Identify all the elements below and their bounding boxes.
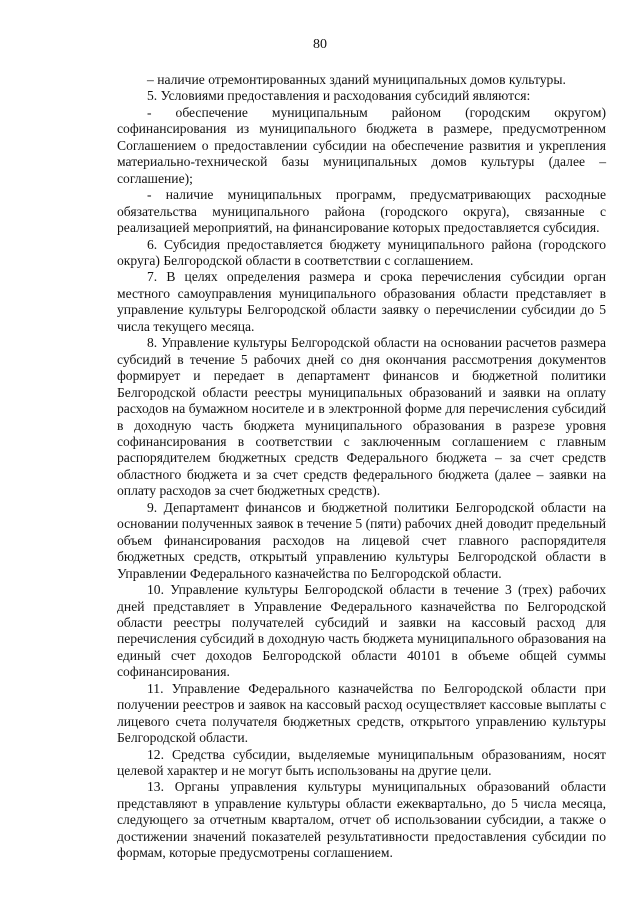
paragraph-premises-repaired: – наличие отремонтированных зданий муниципальных домов культуры.	[147, 72, 566, 87]
paragraph-12: 12. Средства субсидии, выделяемые муниципальным образованиям, носят целевой характер и не могут быть использованы на другие цели.	[117, 746, 606, 779]
page-number: 80	[313, 37, 327, 52]
paragraph-7: 7. В целях определения размера и срока перечисления субсидии орган местного самоуправления муниципального образования области представляет в управление культуры Белгородской области заявку о перечислении субсидии до 5 числа текущего месяца.	[117, 269, 606, 334]
paragraph-8: 8. Управление культуры Белгородской области на основании расчетов размера субсидий в течение 5 рабочих дней со дня окончания рассмотрения документов формирует и передает в департамент финансов и бюджетной политики Белгородской области реестры муниципальных образований и заявки на оплату расходов на бумажном носителе и в электронной форме для перечисления субсидий в доходную часть бюджета муниципального образования в разрезе уровня софинансирования в соответствии с заключенным соглашением с главным распорядителем бюджетных средств Федерального бюджета – за счет средств областного бюджета и за счет средств федерального бюджета (далее – заявки на оплату расходов за счет бюджетных средств).	[117, 335, 606, 499]
paragraph-9: 9. Департамент финансов и бюджетной политики Белгородской области на основании полученных заявок в течение 5 (пяти) рабочих дней доводит предельный объем финансирования расходов на лицевой счет главного распорядителя бюджетных средств, открытый управлению культуры Белгородской области в Управлении Федерального казначейства по Белгородской области.	[117, 499, 606, 581]
paragraph-6: 6. Субсидия предоставляется бюджету муниципального района (городского округа) Белгородской области в соответствии с соглашением.	[117, 236, 606, 268]
paragraph-condition-programs: - наличие муниципальных программ, предусматривающих расходные обязательства муниципального района (городского округа), связанные с реализацией мероприятий, на финансирование которых предоставляется субсидия.	[117, 187, 606, 236]
paragraph-10: 10. Управление культуры Белгородской области в течение 3 (трех) рабочих дней представляет в Управление Федерального казначейства по Белгородской области реестры получателей субсидий и заявки на кассовый расход для перечисления субсидий в доходную часть бюджета муниципального образования на единый счет доходов Белгородской области 40101 в объеме общей суммы софинансирования.	[117, 582, 606, 680]
paragraph-5-conditions: 5. Условиями предоставления и расходования субсидий являются:	[147, 88, 531, 104]
paragraph-condition-cofinancing: - обеспечение муниципальным районом (городским округом) софинансирования из муниципального бюджета в размере, предусмотренном Соглашением о предоставлении субсидии на обеспечение развития и укрепления материально-технической базы муниципальных домов культуры (далее – соглашение);	[117, 104, 606, 186]
paragraph-11: 11. Управление Федерального казначейства по Белгородской области при получении реестров и заявок на кассовый расход осуществляет кассовые выплаты с лицевого счета получателя бюджетных средств, открытого управлению культуры Белгородской области.	[117, 680, 606, 746]
document-body	[117, 72, 606, 862]
paragraph-13: 13. Органы управления культуры муниципальных образований области представляют в управление культуры области ежеквартально, до 5 числа месяца, следующего за отчетным кварталом, отчет об использовании субсидии, а также о достижении значений показателей результативности предоставления субсидии по формам, которые предусмотрены соглашением.	[117, 779, 606, 861]
